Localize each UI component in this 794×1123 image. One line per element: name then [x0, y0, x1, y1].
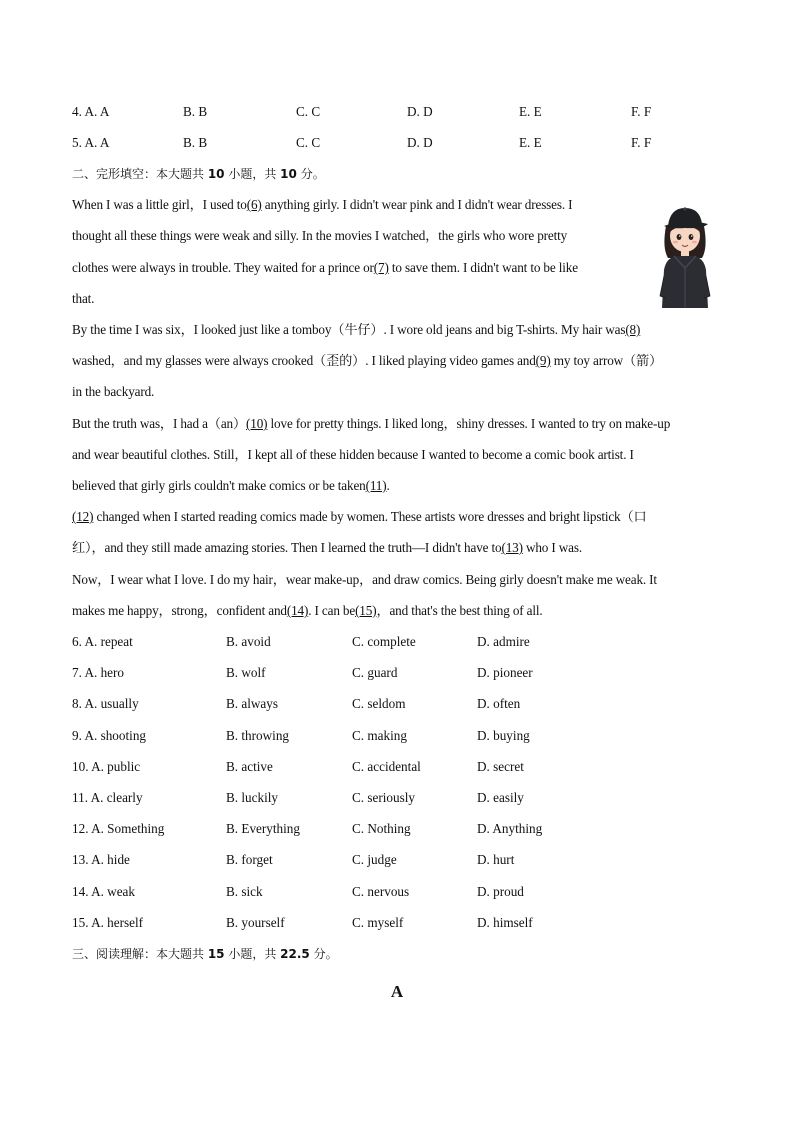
passage-line: thought all these things were weak and silly. In the movies I watched，the girls who wore pretty: [72, 228, 568, 243]
option-a: 15. A. herself: [72, 915, 144, 930]
blank-10: (10): [246, 416, 268, 431]
option-a: 7. A. hero: [72, 665, 125, 680]
option-c: C. C: [296, 135, 321, 150]
option-a: 8. A. usually: [72, 696, 139, 711]
option-c: C. Nothing: [352, 821, 411, 836]
question-number: 15.: [72, 915, 89, 930]
option-f: F. F: [631, 135, 652, 150]
option-b: B. forget: [226, 852, 273, 867]
option-c: C. guard: [352, 665, 398, 680]
blank-8: (8): [625, 322, 641, 337]
option-a: 12. A. Something: [72, 821, 165, 836]
option-d: D. proud: [477, 884, 524, 899]
blank-6: (6): [246, 197, 262, 212]
question-number: 11.: [72, 790, 88, 805]
option-d: D. Anything: [477, 821, 543, 836]
option-b: B. wolf: [226, 665, 266, 680]
blank-7: (7): [373, 260, 389, 275]
option-c: C. complete: [352, 634, 416, 649]
question-number: 4.: [72, 104, 82, 119]
blank-13: (13): [501, 540, 523, 555]
passage-line: Now，I wear what I love. I do my hair，wear make-up，and draw comics. Being girly doesn't make me weak. It: [72, 572, 657, 587]
blank-9: (9): [535, 353, 551, 368]
question-number: 13.: [72, 852, 89, 867]
option-a: 14. A. weak: [72, 884, 136, 899]
option-d: D. often: [477, 696, 521, 711]
question-number: 5.: [72, 135, 82, 150]
option-b: B. yourself: [226, 915, 285, 930]
section-heading-cloze: 二、完形填空：本大题共 10 小题，共 10 分。: [72, 167, 325, 181]
option-a: A. A: [84, 104, 110, 119]
option-d: D. buying: [477, 728, 530, 743]
option-c: C. C: [296, 104, 321, 119]
option-a: 6. A. repeat: [72, 634, 133, 649]
option-c: C. seldom: [352, 696, 406, 711]
question-number: 14.: [72, 884, 89, 899]
question-number: 7.: [72, 665, 82, 680]
blank-11: (11): [365, 478, 387, 493]
option-c: C. seriously: [352, 790, 416, 805]
option-b: B. B: [183, 135, 208, 150]
option-a: A. A: [84, 135, 110, 150]
option-b: B. Everything: [226, 821, 300, 836]
blank-14: (14): [286, 603, 309, 618]
passage-line: makes me happy，strong，confident and(14). I can be(15)，and that's the best thing of all.: [72, 603, 543, 618]
passage-line: in the backyard.: [72, 384, 155, 399]
question-number: 8.: [72, 696, 82, 711]
question-number: 9.: [72, 728, 82, 743]
passage-line: that.: [72, 291, 95, 306]
option-d: D. admire: [477, 634, 530, 649]
question-number: 6.: [72, 634, 82, 649]
girl-in-cap-illustration: [652, 196, 718, 312]
passage-line: and wear beautiful clothes. Still，I kept all of these hidden because I wanted to become a comic book artist. I: [72, 447, 634, 462]
option-b: B. sick: [226, 884, 263, 899]
option-b: B. always: [226, 696, 279, 711]
option-a: 9. A. shooting: [72, 728, 147, 743]
option-c: C. judge: [352, 852, 397, 867]
passage-line: But the truth was，I had a（an）(10) love for pretty things. I liked long，shiny dresses. I wanted to try on make-up: [72, 416, 671, 431]
option-b: B. active: [226, 759, 273, 774]
blank-12: (12): [72, 509, 94, 524]
option-d: D. D: [407, 135, 433, 150]
option-c: C. accidental: [352, 759, 421, 774]
option-d: D. pioneer: [477, 665, 533, 680]
option-b: B. throwing: [226, 728, 290, 743]
option-a: 11. A. clearly: [72, 790, 143, 805]
option-c: C. myself: [352, 915, 404, 930]
option-d: D. secret: [477, 759, 524, 774]
section-heading-reading: 三、阅读理解：本大题共 15 小题，共 22.5 分。: [72, 947, 338, 961]
passage-line: 红），and they still made amazing stories. Then I learned the truth—I didn't have to(13) who I was.: [72, 540, 582, 555]
option-f: F. F: [631, 104, 652, 119]
option-e: E. E: [519, 104, 542, 119]
passage-letter-heading: A: [390, 982, 404, 1001]
option-d: D. easily: [477, 790, 524, 805]
option-a: 13. A. hide: [72, 852, 130, 867]
option-b: B. avoid: [226, 634, 271, 649]
option-e: E. E: [519, 135, 542, 150]
passage-line: believed that girly girls couldn't make comics or be taken(11).: [72, 478, 390, 493]
option-a: 10. A. public: [72, 759, 141, 774]
passage-line: clothes were always in trouble. They waited for a prince or(7) to save them. I didn't want to be like: [72, 260, 578, 275]
passage-line: When I was a little girl，I used to(6) anything girly. I didn't wear pink and I didn't wear dresses. I: [72, 197, 573, 212]
option-c: C. nervous: [352, 884, 410, 899]
option-b: B. luckily: [226, 790, 279, 805]
passage-line: (12) changed when I started reading comics made by women. These artists wore dresses and bright lipstick（口: [72, 509, 647, 524]
question-number: 12.: [72, 821, 89, 836]
passage-line: washed，and my glasses were always crooked（歪的）. I liked playing video games and(9) my toy arrow（箭）: [72, 353, 663, 368]
question-number: 10.: [72, 759, 89, 774]
option-c: C. making: [352, 728, 407, 743]
blank-15: (15): [355, 603, 377, 618]
passage-line: By the time I was six，I looked just like a tomboy（牛仔）. I wore old jeans and big T-shirts. My hair was(8): [72, 322, 641, 337]
option-d: D. D: [407, 104, 433, 119]
option-d: D. himself: [477, 915, 533, 930]
option-b: B. B: [183, 104, 208, 119]
option-d: D. hurt: [477, 852, 515, 867]
